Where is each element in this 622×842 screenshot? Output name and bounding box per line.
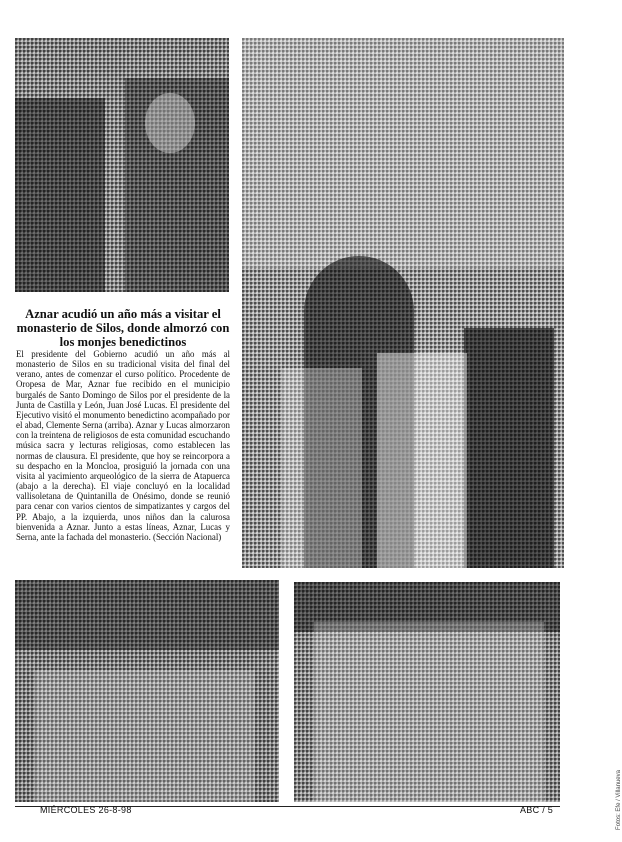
footer-date: MIÉRCOLES 26-8-98: [40, 805, 132, 815]
crowd-top: [15, 580, 279, 650]
crowd-children: [35, 670, 255, 802]
photo-children-welcome: [15, 580, 279, 802]
face-highlight: [145, 93, 195, 153]
photo-monastery-facade: [242, 38, 564, 568]
article-body: El presidente del Gobierno acudió un año más al monasterio de Silos en su tradicional visita del final del verano, antes de comenzar el curso político. Procedente de Oropesa de Mar, Aznar fue recibido en el municipio burgalés de Santo Domingo de Silos por el presidente de la Junta de Castilla y León, Juan José Lucas. El presidente del Ejecutivo visitó el monumento benedictino acompañado por el abad, Clemente Serna (arriba). Aznar y Lucas almorzaron con la treintena de religiosos de esta comunidad escuchando música sacra y lecturas religiosas, como establecen las normas de clausura. El presidente, que hoy se reincorpora a su despacho en la Moncloa, prosiguió la jornada con una visita al yacimiento arqueológico de la sierra de Atapuerca (abajo a la derecha). El viaje concluyó en la localidad vallisoletana de Quintanilla de Onésimo, donde se reunió para cenar con varios cientos de simpatizantes y cargos del PP. Abajo, a la izquierda, unos niños dan la calurosa bienvenida a Aznar. Junto a estas líneas, Aznar, Lucas y Serna, ante la fachada del monasterio. (Sección Nacional): [16, 349, 230, 542]
figure-lucas: [377, 353, 467, 568]
figure-left: [15, 98, 105, 292]
group-figures: [314, 622, 544, 802]
figure-serna: [464, 328, 554, 568]
article-headline: Aznar acudió un año más a visitar el monasterio de Silos, donde almorzó con los monjes benedictinos: [16, 307, 230, 349]
photo-atapuerca-visit: [294, 582, 560, 802]
photo-aznar-greeting: [15, 38, 229, 292]
stone-wall-light: [242, 38, 564, 268]
footer-page-number: ABC / 5: [520, 805, 554, 815]
figure-aznar: [282, 368, 362, 568]
photo-credit: Fotos: Efe / Villanueva: [616, 770, 622, 830]
